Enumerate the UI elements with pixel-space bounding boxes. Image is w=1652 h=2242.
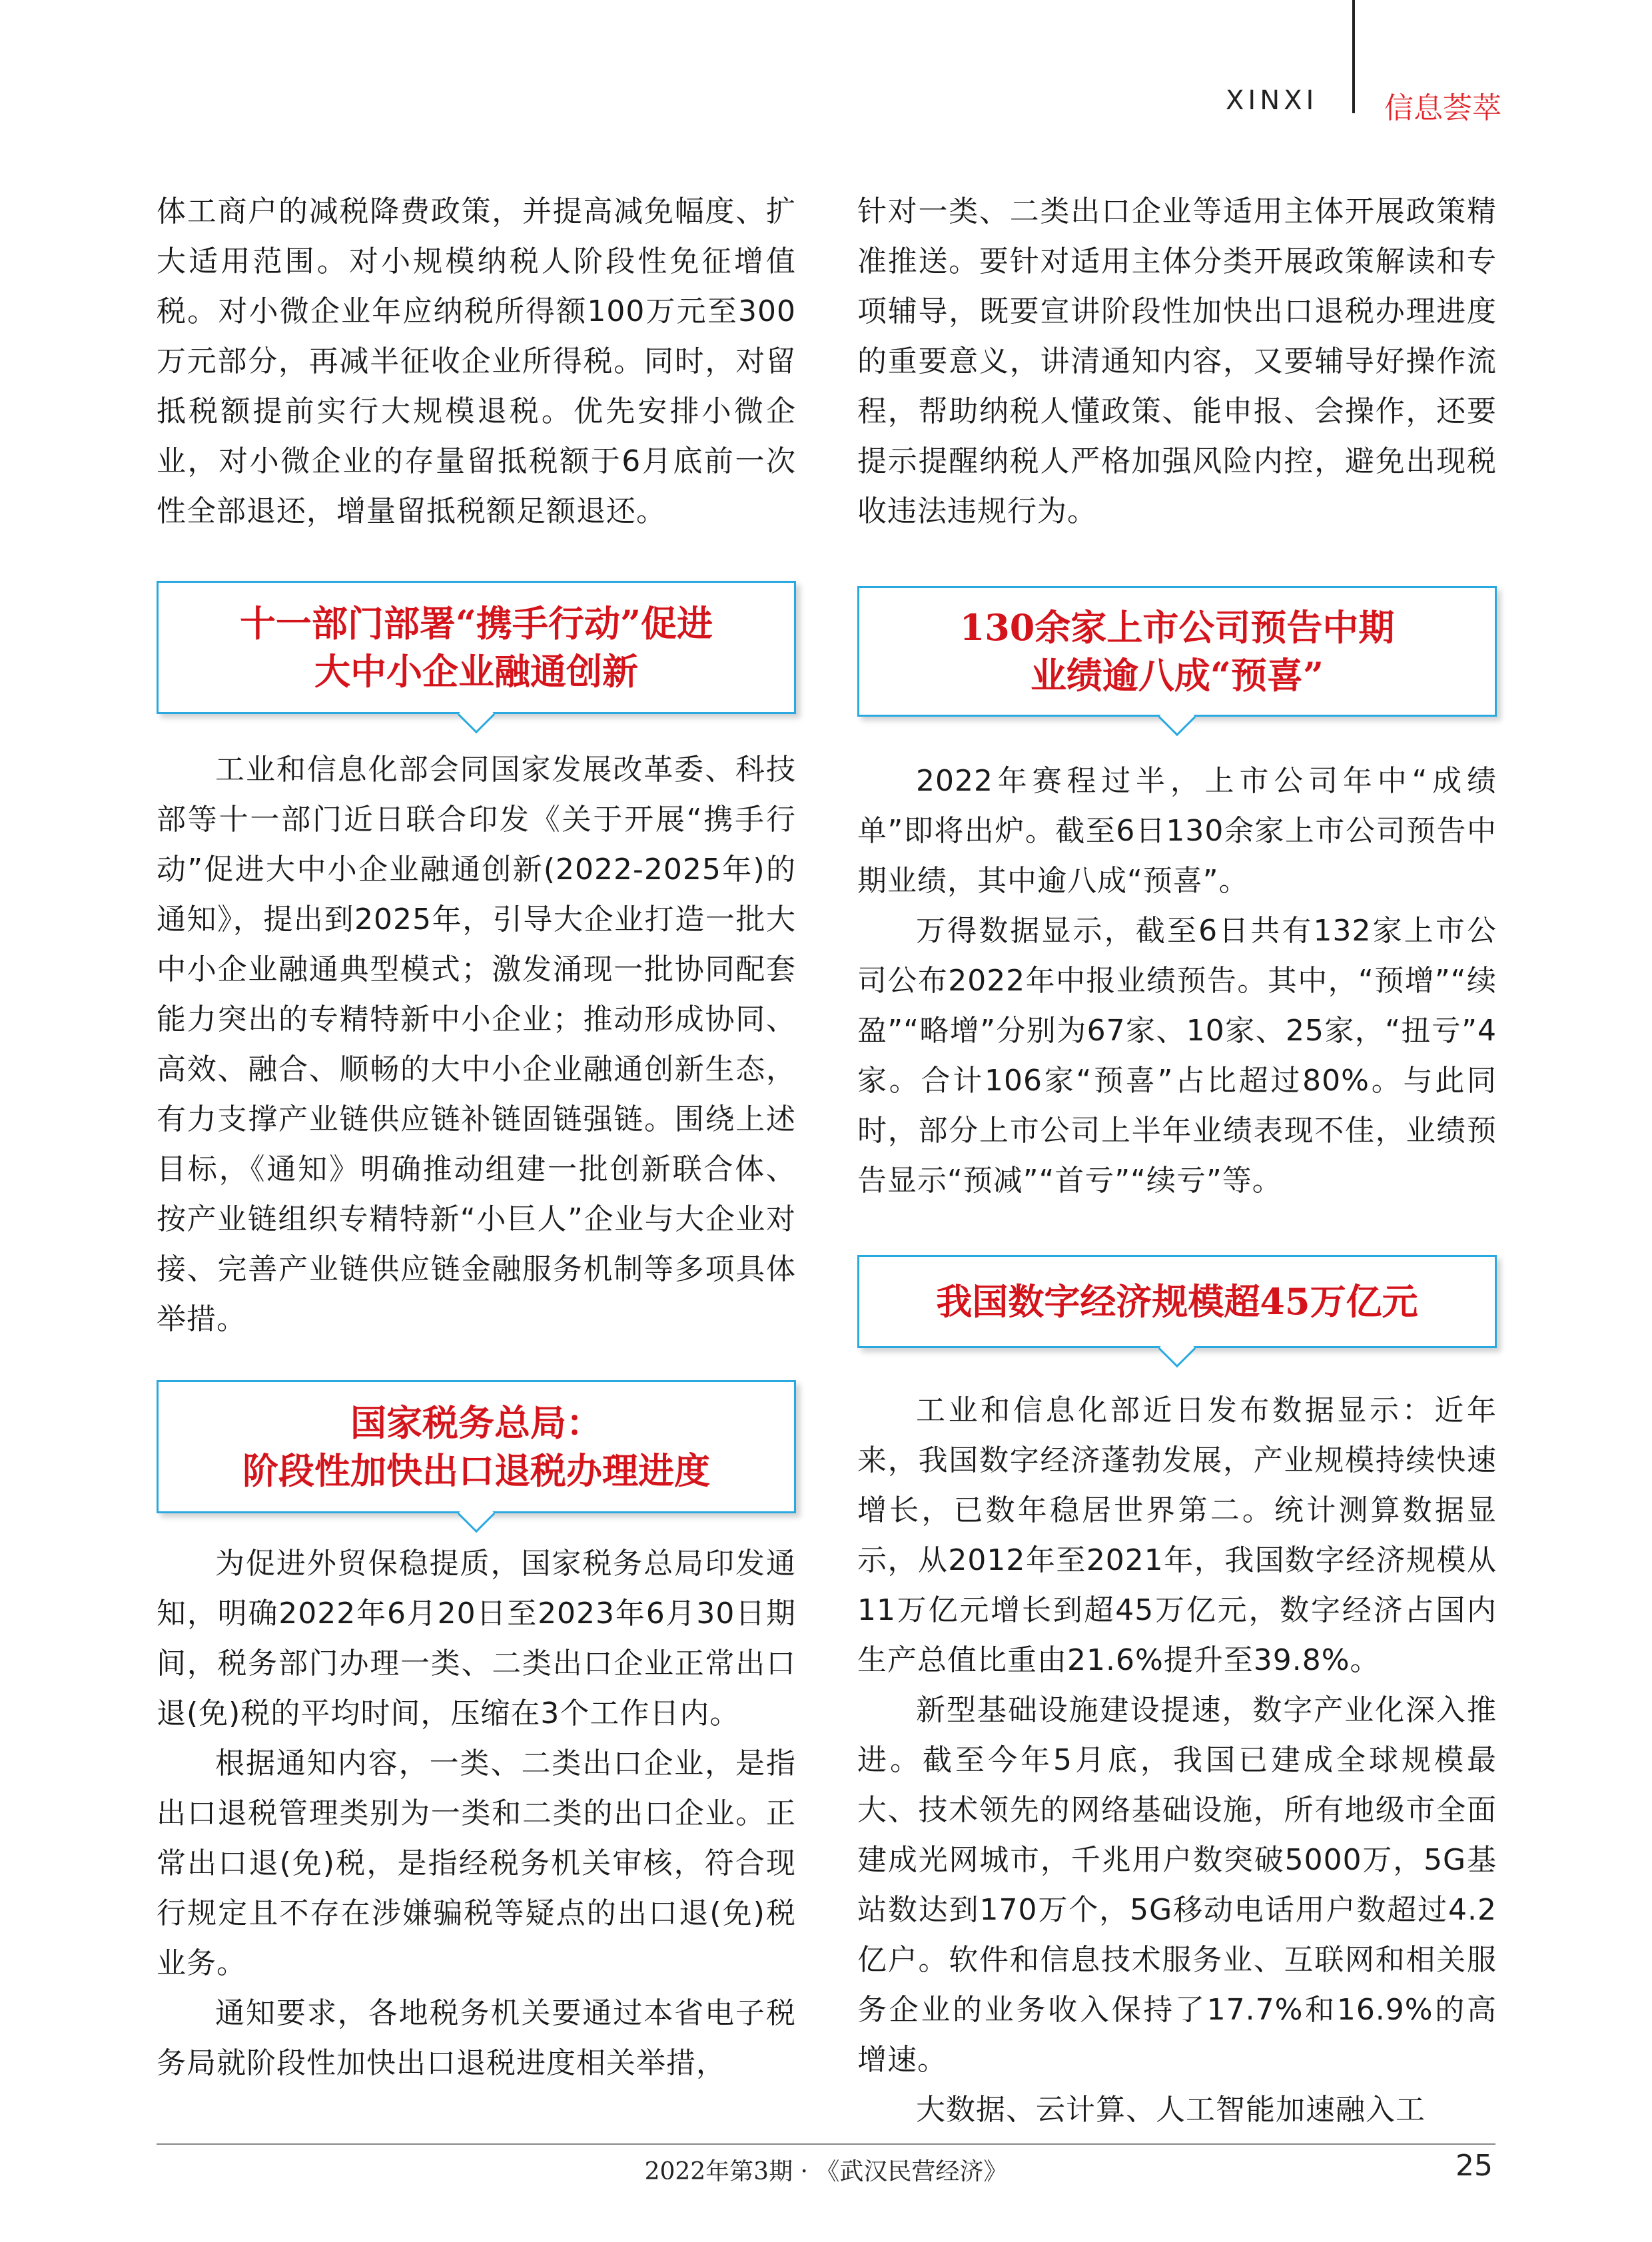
- paragraph: 工业和信息化部近日发布数据显示：近年来，我国数字经济蓬勃发展，产业规模持续快速增长，已数年稳居世界第二。统计测算数据显示，从2012年至2021年，我国数字经济规模从11万亿元增长到超45万亿元，数字经济占国内生产总值比重由21.6%提升至39.8%。: [857, 1393, 1497, 1677]
- paragraph: 工业和信息化部会同国家发展改革委、科技部等十一部门近日联合印发《关于开展“携手行动”促进大中小企业融通创新(2022-2025年)的通知》，提出到2025年，引导大企业打造一批大中小企业融通典型模式；激发涌现一批协同配套能力突出的专精特新中小企业；推动形成协同、高效、融合、顺畅的大中小企业融通创新生态，有力支撑产业链供应链补链固链强链。围绕上述目标，《通知》明确推动组建一批创新联合体、按产业链组织专精特新“小巨人”企业与大企业对接、完善产业链供应链金融服务机制等多项具体举措。: [157, 753, 796, 1336]
- paragraph: 针对一类、二类出口企业等适用主体开展政策精准推送。要针对适用主体分类开展政策解读和专项辅导，既要宣讲阶段性加快出口退税办理进度的重要意义，讲清通知内容，又要辅导好操作流程，帮助纳税人懂政策、能申报、会操作，还要提示提醒纳税人严格加强风险内控，避免出现税收违法违规行为。: [857, 194, 1497, 528]
- headline-line: 大中小企业融通创新: [314, 650, 638, 693]
- paragraph: 2022年赛程过半，上市公司年中“成绩单”即将出炉。截至6日130余家上市公司预告中期业绩，其中逾八成“预喜”。: [857, 764, 1497, 898]
- paragraph: 根据通知内容，一类、二类出口企业，是指出口退税管理类别为一类和二类的出口企业。正常出口退(免)税，是指经税务机关审核，符合现行规定且不存在涉嫌骗税等疑点的出口退(免)税业务。: [157, 1746, 796, 1980]
- left-intro-text: [157, 187, 796, 536]
- footer-divider: [157, 2143, 1495, 2145]
- article-listed-companies: [857, 756, 1497, 1206]
- issue-info: 2022年第3期 · 《武汉民营经济》: [644, 2158, 1008, 2185]
- callout-pointer: [1158, 699, 1196, 737]
- paragraph: 通知要求，各地税务机关要通过本省电子税务局就阶段性加快出口退税进度相关举措，: [157, 1996, 796, 2080]
- headline-box-digital-economy: [857, 1255, 1497, 1348]
- right-intro-text: [857, 187, 1497, 536]
- headline-line: 十一部门部署“携手行动”促进: [239, 602, 713, 645]
- section-label-en: XINXI: [1226, 85, 1318, 116]
- headline-line: 阶段性加快出口退税办理进度: [242, 1449, 710, 1492]
- paragraph: 大数据、云计算、人工智能加速融入工: [916, 2093, 1426, 2127]
- section-label-cn: 信息荟萃: [1384, 91, 1501, 125]
- callout-pointer: [1158, 1330, 1196, 1368]
- paragraph: 新型基础设施建设提速，数字产业化深入推进。截至今年5月底，我国已建成全球规模最大、技术领先的网络基础设施，所有地级市全面建成光网城市，千兆用户数突破5000万，5G基站数达到170万个，5G移动电话用户数超过4.2亿户。软件和信息技术服务业、互联网和相关服务企业的业务收入保持了17.7%和16.9%的高增速。: [857, 1693, 1497, 2077]
- page-number: 25: [1455, 2149, 1493, 2183]
- headline-box-tax-refund: [157, 1380, 796, 1513]
- headline-line: 国家税务总局：: [350, 1401, 602, 1444]
- headline-line: 130余家上市公司预告中期: [959, 606, 1395, 649]
- callout-pointer: [458, 696, 496, 734]
- callout-pointer: [458, 1495, 496, 1533]
- paragraph: 万得数据显示，截至6日共有132家上市公司公布2022年中报业绩预告。其中，“预增”“续盈”“略增”分别为67家、10家、25家，“扭亏”4家。合计106家“预喜”占比超过80%。与此同时，部分上市公司上半年业绩表现不佳，业绩预告显示“预减”“首亏”“续亏”等。: [857, 914, 1497, 1198]
- article-digital-economy: [857, 1385, 1497, 2135]
- headline-box-cooperation: [157, 581, 796, 714]
- article-tax-refund: [157, 1539, 796, 2088]
- paragraph: 体工商户的减税降费政策，并提高减免幅度、扩大适用范围。对小规模纳税人阶段性免征增值税。对小微企业年应纳税所得额100万元至300万元部分，再减半征收企业所得税。同时，对留抵税额提前实行大规模退税。优先安排小微企业，对小微企业的存量留抵税额于6月底前一次性全部退还，增量留抵税额足额退还。: [157, 194, 796, 528]
- headline-line: 我国数字经济规模超45万亿元: [936, 1280, 1418, 1323]
- headline-line: 业绩逾八成“预喜”: [1030, 654, 1324, 697]
- article-cooperation: [157, 745, 796, 1344]
- paragraph: 为促进外贸保稳提质，国家税务总局印发通知，明确2022年6月20日至2023年6月30日期间，税务部门办理一类、二类出口企业正常出口退(免)税的平均时间，压缩在3个工作日内。: [157, 1547, 796, 1730]
- header-divider: [1352, 0, 1355, 113]
- headline-box-listed-companies: [857, 586, 1497, 717]
